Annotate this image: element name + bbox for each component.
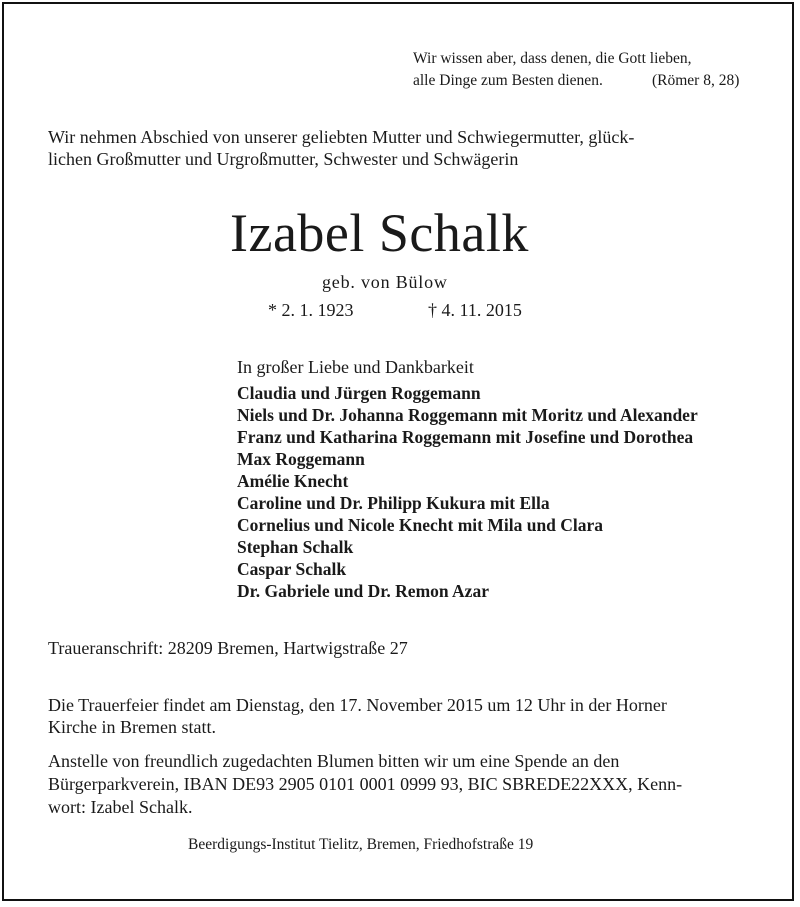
mourner-name: Franz und Katharina Roggemann mit Josefine und Dorothea (237, 427, 694, 447)
mourner-name: Cornelius und Nicole Knecht mit Mila und Clara (237, 515, 604, 535)
birth-date: * 2. 1. 1923 (268, 300, 354, 320)
mourners-list (237, 382, 698, 602)
mourner-name: Caspar Schalk (237, 559, 347, 579)
mourning-address: Traueranschrift: 28209 Bremen, Hartwigstraße 27 (48, 638, 408, 658)
mourner-name: Stephan Schalk (237, 537, 354, 557)
mourner-name: Niels und Dr. Johanna Roggemann mit Moritz und Alexander (237, 405, 698, 425)
funeral-home: Beerdigungs-Institut Tielitz, Bremen, Friedhofstraße 19 (188, 836, 534, 853)
deceased-name: Izabel Schalk (230, 203, 529, 263)
service-line-2: Kirche in Bremen statt. (48, 717, 216, 737)
donation-line-1: Anstelle von freundlich zugedachten Blumen bitten wir um eine Spende an den (48, 751, 620, 771)
intro-line-2: lichen Großmutter und Urgroßmutter, Schwester und Schwägerin (48, 149, 519, 169)
bible-verse-line-1: Wir wissen aber, dass denen, die Gott lieben, (413, 50, 692, 67)
mourner-name: Dr. Gabriele und Dr. Remon Azar (237, 581, 489, 601)
donation-line-2: Bürgerparkverein, IBAN DE93 2905 0101 0001 0999 93, BIC SBREDE22XXX, Kenn- (48, 774, 683, 794)
death-date: † 4. 11. 2015 (428, 300, 522, 320)
intro-line-1: Wir nehmen Abschied von unserer geliebten Mutter und Schwiegermutter, glück- (48, 127, 635, 147)
mourners-intro: In großer Liebe und Dankbarkeit (237, 357, 474, 377)
mourner-name: Claudia und Jürgen Roggemann (237, 383, 481, 403)
service-line-1: Die Trauerfeier findet am Dienstag, den 17. November 2015 um 12 Uhr in der Horner (48, 695, 667, 715)
bible-verse-line-2: alle Dinge zum Besten dienen. (413, 72, 603, 89)
maiden-name: geb. von Bülow (322, 272, 448, 292)
donation-line-3: wort: Izabel Schalk. (48, 797, 193, 817)
mourner-name: Amélie Knecht (237, 471, 349, 491)
bible-verse-reference: (Römer 8, 28) (652, 72, 740, 89)
mourner-name: Caroline und Dr. Philipp Kukura mit Ella (237, 493, 550, 513)
mourner-name: Max Roggemann (237, 449, 365, 469)
